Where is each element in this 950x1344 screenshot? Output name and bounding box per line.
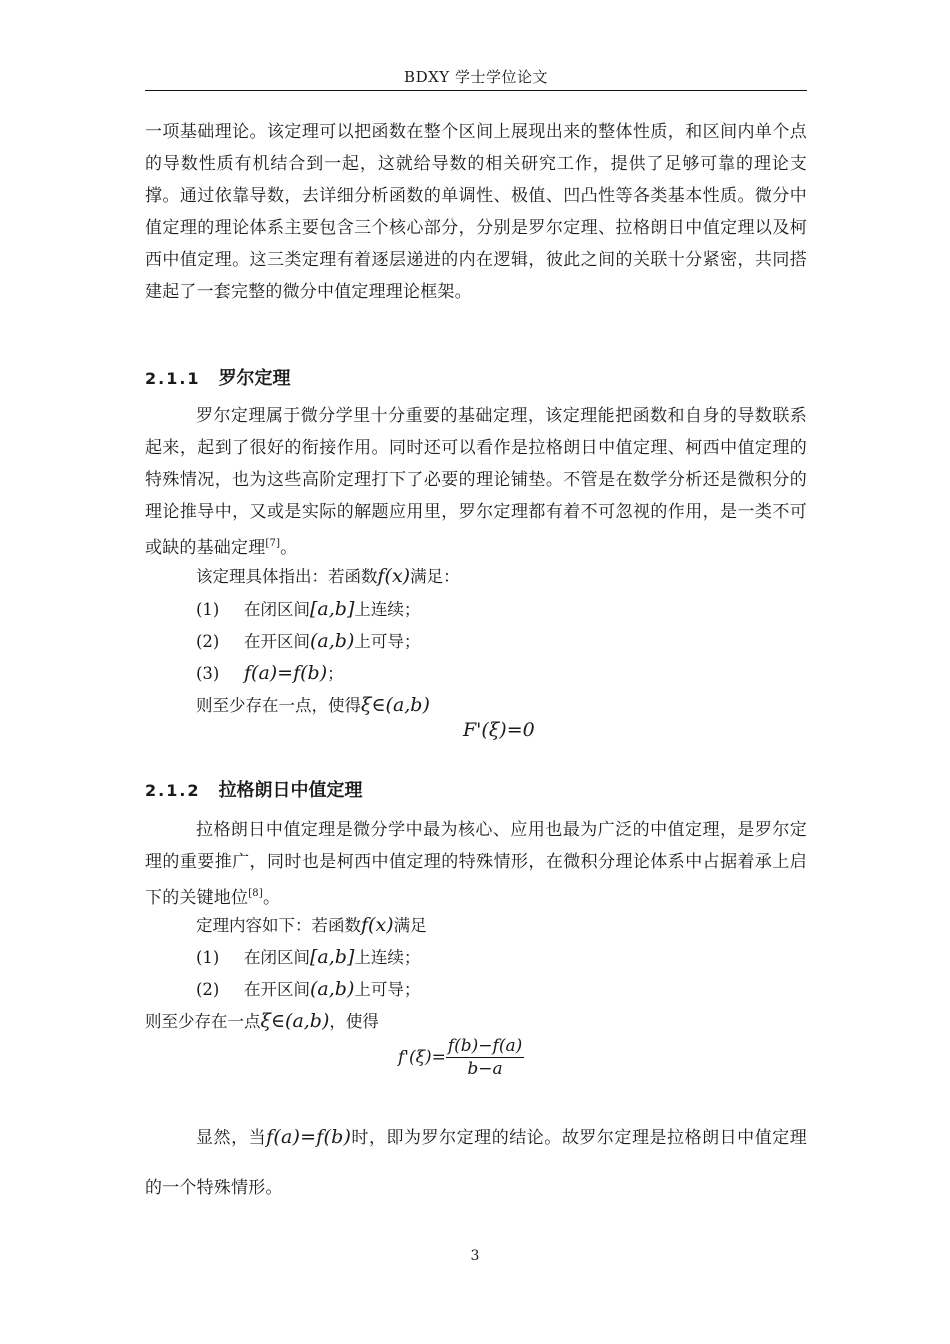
- condition-number: (3): [196, 664, 220, 683]
- condition-number: (1): [196, 948, 220, 967]
- statement-lead: 定理内容如下：若函数: [196, 916, 361, 935]
- fraction-numerator: f(b)−f(a): [447, 1036, 523, 1056]
- formula-fraction: [446, 1036, 524, 1079]
- formula-lhs: f'(ξ)=: [398, 1047, 446, 1068]
- conclusion-tail: ，使得: [329, 1012, 379, 1031]
- rolle-statement: [196, 563, 460, 587]
- section-number: 2.1.2: [145, 781, 201, 800]
- intro-paragraph: 一项基础理论。该定理可以把函数在整个区间上展现出来的整体性质，和区间内单个点的导数性质有机结合到一起，这就给导数的相关研究工作，提供了足够可靠的理论支撑。通过依靠导数，去详细分析函数的单调性、极值、凹凸性等各类基本性质。微分中值定理的理论体系主要包含三个核心部分，分别是罗尔定理、拉格朗日中值定理以及柯西中值定理。这三类定理有着逐层递进的内在逻辑，彼此之间的关联十分紧密，共同搭建起了一套完整的微分中值定理理论框架。: [145, 122, 807, 302]
- condition-number: (1): [196, 600, 220, 619]
- section-number: 2.1.1: [145, 369, 201, 388]
- header-rule: [145, 90, 807, 91]
- paragraph-end: 。: [262, 888, 281, 908]
- condition-number: (2): [196, 980, 220, 999]
- lagrange-condition-1: [196, 944, 420, 968]
- lagrange-paragraph-text: 拉格朗日中值定理是微分学中最为核心、应用也最为广泛的中值定理，是罗尔定理的重要推广，同时也是柯西中值定理的特殊情形，在微积分理论体系中占据着承上启下的关键地位: [145, 820, 807, 908]
- rolle-condition-2: [196, 628, 420, 652]
- condition-number: (2): [196, 632, 220, 651]
- remark-tail: 时，即为罗尔定理的结论。故罗尔定理是拉格朗日中值定理的一个特殊情形。: [145, 1128, 807, 1198]
- section-title: 拉格朗日中值定理: [218, 780, 363, 801]
- rolle-conclusion: [196, 692, 430, 716]
- page-number: 3: [470, 1248, 480, 1264]
- lagrange-conclusion: [145, 1008, 379, 1032]
- condition-text: 在开区间: [244, 980, 310, 999]
- condition-tail: 上连续；: [354, 948, 421, 967]
- condition-text: 在闭区间: [244, 600, 310, 619]
- function-expression: f(x): [377, 565, 411, 587]
- lagrange-condition-2: [196, 976, 420, 1000]
- paragraph-end: 。: [280, 538, 298, 558]
- lagrange-paragraph: [145, 814, 807, 914]
- rolle-condition-1: [196, 596, 420, 620]
- running-header: BDXY 学士学位论文: [404, 68, 548, 86]
- citation: [7]: [265, 538, 281, 549]
- remark-lead: 显然，当: [196, 1128, 267, 1148]
- condition-tail: 上连续；: [354, 600, 421, 619]
- condition-text: 在闭区间: [244, 948, 310, 967]
- section-heading-rolle: [145, 364, 291, 390]
- statement-tail: 满足: [393, 916, 427, 935]
- section-heading-lagrange: [145, 776, 363, 802]
- formula: F'(ξ)=0: [463, 719, 535, 741]
- function-expression: f(x): [361, 914, 394, 936]
- lagrange-formula: [398, 1036, 524, 1079]
- condition-tail: 上可导；: [354, 980, 421, 999]
- interval-expression: [a,b]: [310, 946, 355, 968]
- rolle-condition-3: [196, 660, 344, 684]
- statement-lead: 该定理具体指出：若函数: [196, 567, 378, 586]
- section-title: 罗尔定理: [218, 368, 291, 389]
- equality-expression: f(a)=f(b): [244, 662, 328, 684]
- condition-tail: 上可导；: [354, 632, 421, 651]
- lagrange-remark: [145, 1112, 807, 1213]
- point-expression: ξ∈(a,b): [260, 1010, 330, 1032]
- equality-expression: f(a)=f(b): [266, 1126, 352, 1148]
- condition-tail: ；: [327, 664, 344, 683]
- conclusion-lead: 则至少存在一点: [145, 1012, 261, 1031]
- lagrange-statement: [196, 912, 427, 936]
- statement-tail: 满足：: [410, 567, 460, 586]
- rolle-paragraph-text: 罗尔定理属于微分学里十分重要的基础定理，该定理能把函数和自身的导数联系起来，起到了很好的衔接作用。同时还可以看作是拉格朗日中值定理、柯西中值定理的特殊情况，也为这些高阶定理打下了必要的理论铺垫。不管是在数学分析还是微积分的理论推导中，又或是实际的解题应用里，罗尔定理都有着不可忽视的作用，是一类不可或缺的基础定理: [145, 406, 807, 558]
- interval-expression: (a,b): [310, 630, 355, 652]
- citation: [8]: [248, 888, 263, 899]
- point-expression: ξ∈(a,b): [361, 694, 430, 716]
- conclusion-lead: 则至少存在一点，使得: [196, 696, 361, 715]
- condition-text: 在开区间: [244, 632, 310, 651]
- interval-expression: [a,b]: [310, 598, 355, 620]
- interval-expression: (a,b): [310, 978, 355, 1000]
- fraction-denominator: b−a: [467, 1059, 503, 1079]
- rolle-formula: [463, 719, 535, 741]
- rolle-paragraph: [145, 400, 807, 564]
